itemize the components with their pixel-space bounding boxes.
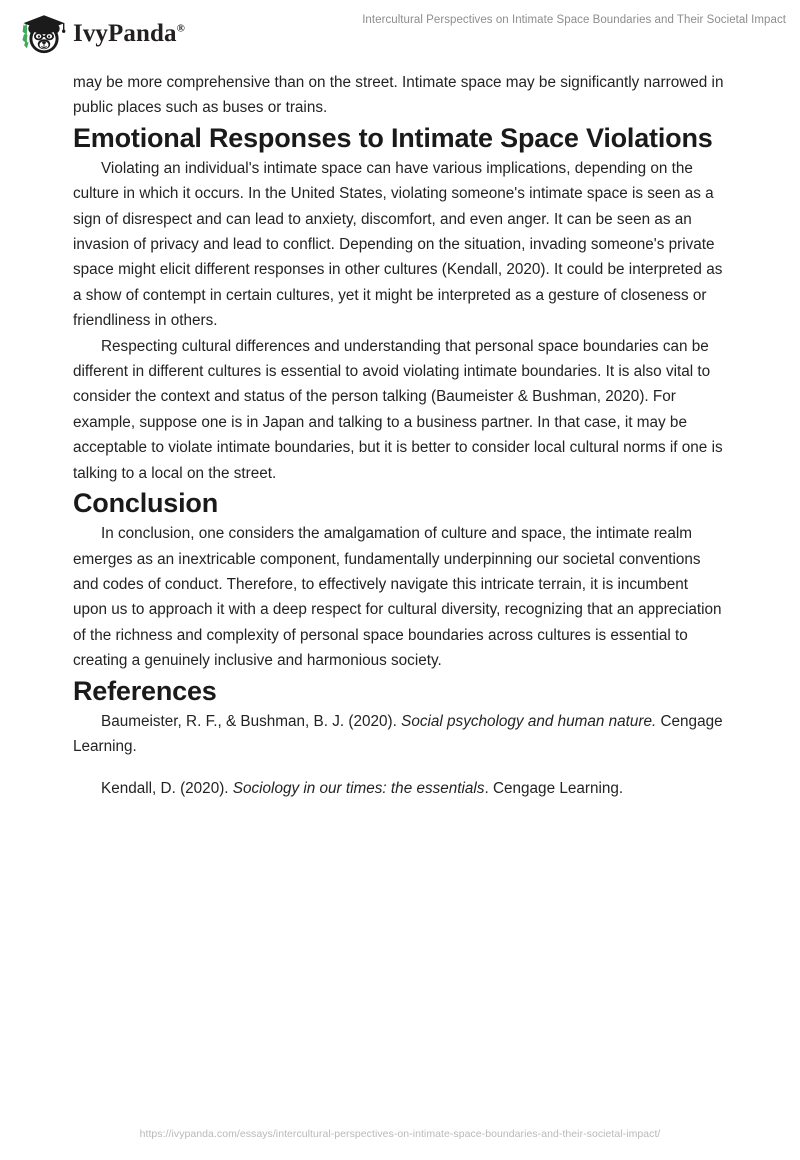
reference-title: Social psychology and human nature. [401, 712, 657, 730]
reference-authors-year: Kendall, D. (2020). [101, 780, 233, 798]
page-footer [0, 1124, 800, 1142]
reference-publisher: . Cengage Learning. [484, 780, 624, 798]
heading-references: References [73, 675, 217, 706]
reference-title: Sociology in our times: the essentials [232, 780, 485, 798]
document-body [73, 70, 725, 802]
brand-wordmark [73, 21, 185, 46]
reference-item [73, 776, 725, 801]
footer-source-url[interactable]: https://ivypanda.com/essays/intercultural-perspectives-on-intimate-space-boundaries-and-their-societal-impact/ [139, 1128, 661, 1140]
brand-name-text: IvyPanda [73, 19, 177, 47]
panda-graduate-logo-icon [14, 10, 66, 56]
reference-item [73, 709, 725, 760]
brand-logo[interactable] [14, 10, 185, 56]
reference-publisher: Cengage Learning. [73, 712, 723, 755]
heading-conclusion: Conclusion [73, 488, 218, 519]
registered-trademark-symbol: ® [176, 22, 185, 35]
section2-paragraph-1: In conclusion, one considers the amalgamation of culture and space, the intimate realm emerges as an inextricable component, fundamentally underpinning our societal conventions and codes of conduct. Therefore, to effectively navigate this intricate terrain, it is incumbent upon us to approach it with a deep respect for cultural diversity, recognizing that an appreciation of the richness and complexity of personal space boundaries across cultures is essential to creating a genuinely inclusive and harmonious society. [73, 525, 722, 670]
section1-paragraph-1: Violating an individual's intimate space can have various implications, depending on the culture in which it occurs. In the United States, violating someone's intimate space is seen as a sign of disrespect and can lead to anxiety, discomfort, and even anger. It can be seen as an invasion of privacy and lead to conflict. Depending on the situation, invading someone's private space might elicit different responses in other cultures (Kendall, 2020). It could be interpreted as a show of contempt in certain cultures, yet it might be interpreted as a gesture of closeness or friendliness in others. [73, 159, 723, 330]
section1-paragraph-2: Respecting cultural differences and understanding that personal space boundaries can be different in different cultures is essential to avoid violating intimate boundaries. It is also vital to consider the context and status of the person talking (Baumeister & Bushman, 2020). For example, suppose one is in Japan and talking to a business partner. In that case, it may be acceptable to violate intimate boundaries, but it is better to consider local cultural norms if one is talking to a local on the street. [73, 337, 723, 482]
document-header-title: Intercultural Perspectives on Intimate Space Boundaries and Their Societal Impact [362, 14, 786, 26]
page-header [0, 0, 800, 62]
heading-emotional-responses: Emotional Responses to Intimate Space Violations [73, 122, 713, 153]
reference-authors-year: Baumeister, R. F., & Bushman, B. J. (2020). [101, 712, 402, 730]
continued-paragraph: may be more comprehensive than on the street. Intimate space may be significantly narrowed in public places such as buses or trains. [73, 74, 724, 117]
